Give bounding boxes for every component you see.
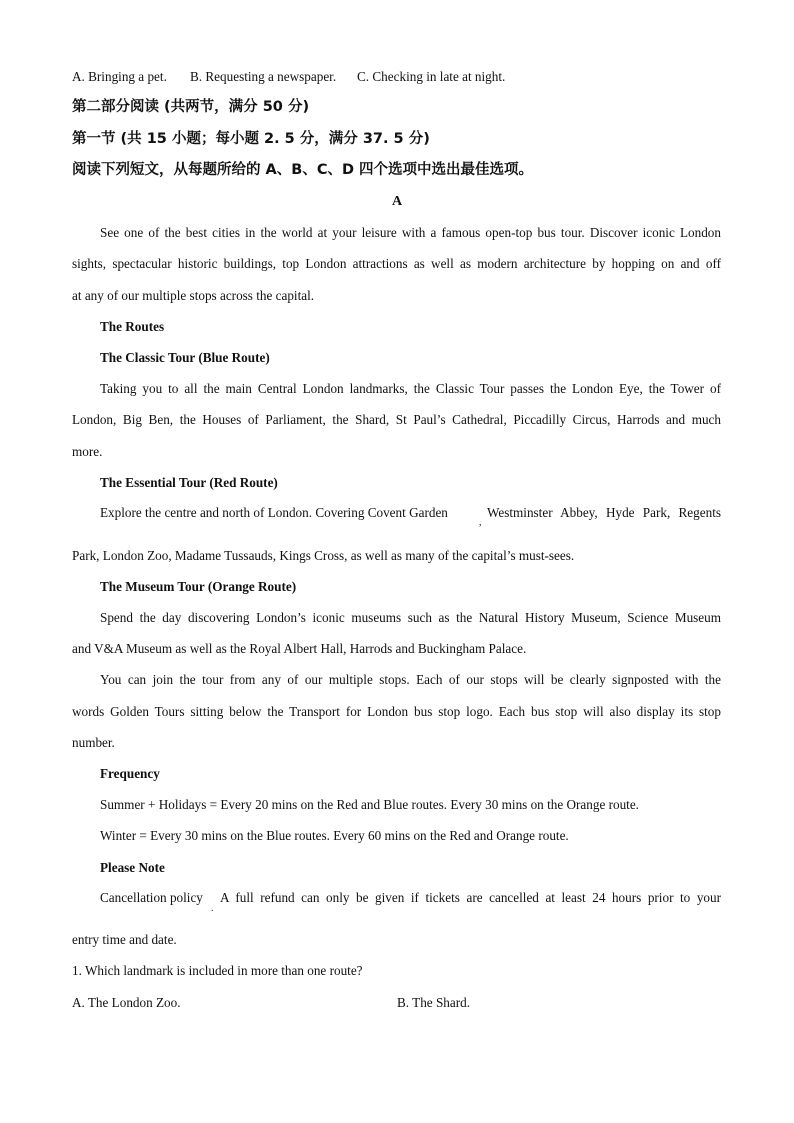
- join-line-3: number.: [72, 735, 115, 750]
- intro-line-1: See one of the best cities in the world at your leisure with a famous open-top bus tour. Discover iconic London: [100, 225, 721, 240]
- join-line-1: You can join the tour from any of our multiple stops. Each of our stops will be clearly signposted with the: [100, 672, 721, 687]
- routes-heading: The Routes: [100, 319, 165, 334]
- museum-line-1: Spend the day discovering London’s iconic museums such as the Natural History Museum, Science Museum: [100, 610, 721, 625]
- classic-heading: The Classic Tour (Blue Route): [100, 350, 270, 365]
- note-line-1b: A full refund can only be given if tickets are cancelled at least 24 hours prior to your: [220, 890, 721, 905]
- essential-line-2: Park, London Zoo, Madame Tussauds, Kings Cross, as well as many of the capital’s must-sees.: [72, 548, 575, 563]
- note-line-2: entry time and date.: [72, 932, 177, 947]
- museum-line-2: and V&A Museum as well as the Royal Albert Hall, Harrods and Buckingham Palace.: [72, 641, 527, 656]
- classic-line-3: more.: [72, 444, 103, 459]
- essential-line-1a: Explore the centre and north of London. Covering Covent Garden: [100, 505, 448, 520]
- museum-heading: The Museum Tour (Orange Route): [100, 579, 297, 594]
- passage-label: A: [391, 194, 403, 209]
- classic-line-1: Taking you to all the main Central London landmarks, the Classic Tour passes the London Eye, the Tower of: [100, 381, 721, 396]
- intro-line-2: sights, spectacular historic buildings, top London attractions as well as modern architecture by hopping on and off: [72, 256, 721, 271]
- frequency-winter: Winter = Every 30 mins on the Blue routes. Every 60 mins on the Red and Orange route.: [100, 828, 569, 843]
- frequency-summer: Summer + Holidays = Every 20 mins on the Red and Blue routes. Every 30 mins on the Orange route.: [100, 797, 639, 812]
- instruction: 阅读下列短文，从每题所给的 A、B、C、D 四个选项中选出最佳选项。: [72, 162, 534, 178]
- join-line-2: words Golden Tours sitting below the Transport for London bus stop logo. Each bus stop will also display its stop: [72, 704, 721, 719]
- sub-title: 第一节 (共 15 小题；每小题 2. 5 分，满分 37. 5 分): [72, 131, 430, 147]
- question-1-option-b: B. The Shard.: [397, 995, 471, 1010]
- note-heading: Please Note: [100, 860, 165, 875]
- question-1-stem: 1. Which landmark is included in more than one route?: [72, 963, 363, 978]
- note-line-1a: Cancellation policy: [100, 890, 203, 905]
- essential-comma-mark: ,: [479, 517, 482, 528]
- intro-line-3: at any of our multiple stops across the capital.: [72, 288, 315, 303]
- part-title: 第二部分阅读 (共两节，满分 50 分): [72, 99, 310, 115]
- question-1-option-a: A. The London Zoo.: [72, 995, 181, 1010]
- frequency-heading: Frequency: [100, 766, 160, 781]
- essential-heading: The Essential Tour (Red Route): [100, 475, 278, 490]
- essential-line-1b: Westminster Abbey, Hyde Park, Regents: [487, 505, 721, 520]
- note-dot-mark: .: [211, 903, 214, 914]
- classic-line-2: London, Big Ben, the Houses of Parliament, the Shard, St Paul’s Cathedral, Piccadilly Circus, Harrods and much: [72, 412, 721, 427]
- prev-option-a: A. Bringing a pet.: [72, 69, 167, 84]
- prev-option-c: C. Checking in late at night.: [357, 69, 506, 84]
- prev-option-b: B. Requesting a newspaper.: [190, 69, 337, 84]
